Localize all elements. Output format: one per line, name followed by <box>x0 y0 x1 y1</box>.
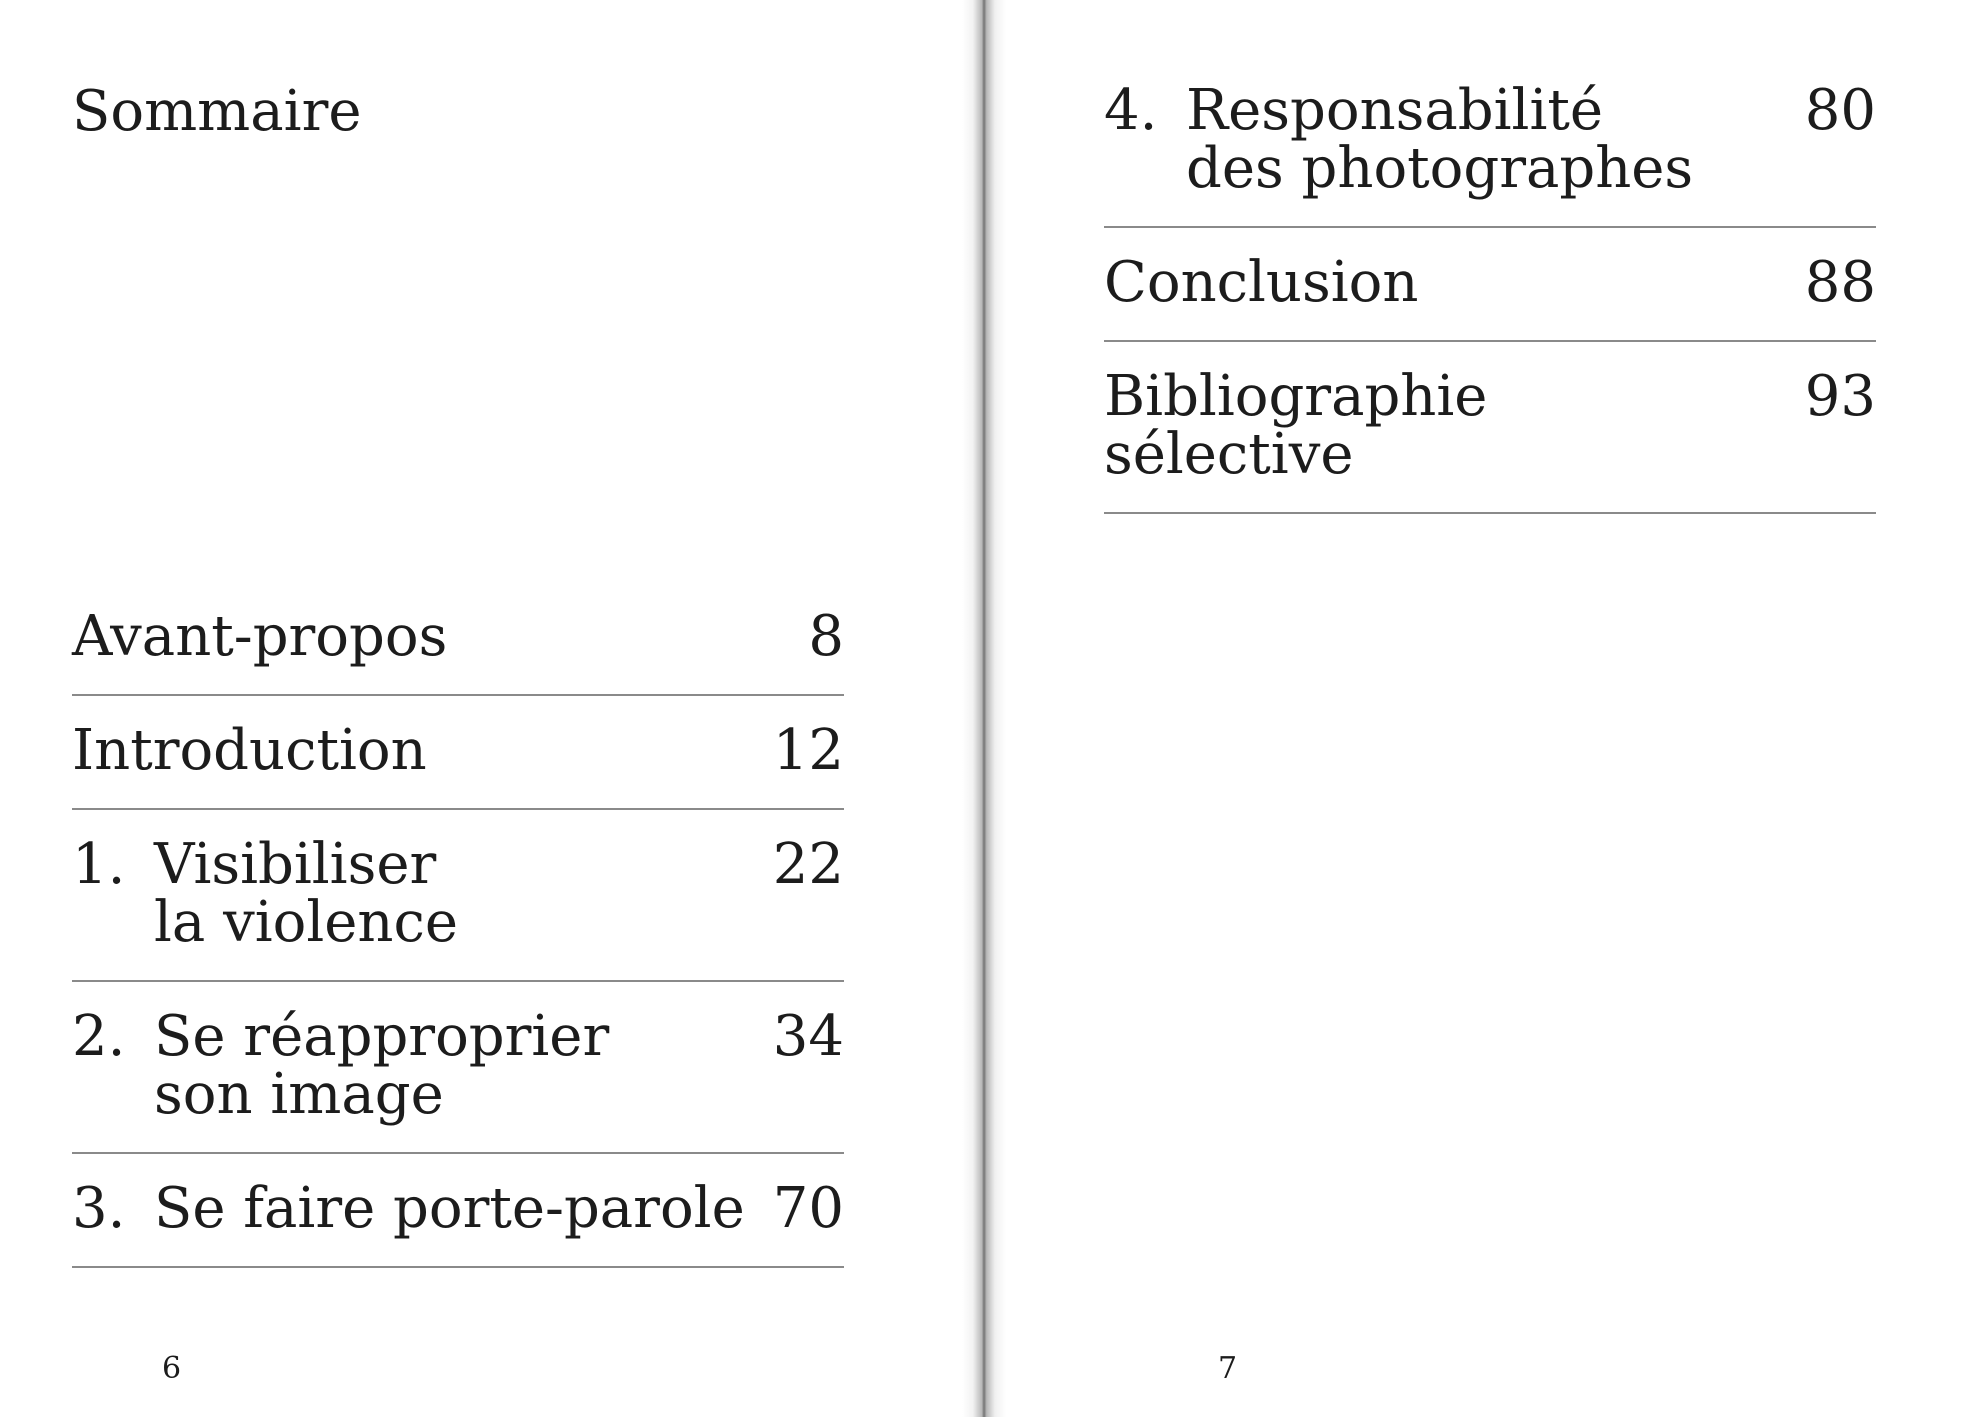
toc-entry-number: 3. <box>72 1176 126 1241</box>
toc-entry-page: 34 <box>772 1004 844 1069</box>
toc-entry-label: Se faire porte-parole <box>154 1176 745 1241</box>
toc-entry-chapter-4[interactable] <box>1104 78 1876 228</box>
toc-entry-label: Bibliographie sélective <box>1104 364 1488 487</box>
toc-entry-chapter-3[interactable] <box>72 1176 844 1268</box>
toc-entry-label: Se réapproprier son image <box>154 1004 610 1127</box>
left-page <box>0 0 982 1417</box>
toc-entry-number: 2. <box>72 1004 126 1069</box>
toc-entry-page: 80 <box>1804 78 1876 143</box>
toc-entry-page: 88 <box>1804 250 1876 315</box>
toc-entry-label: Introduction <box>72 718 427 783</box>
page-title: Sommaire <box>72 79 362 144</box>
toc-entry-conclusion[interactable] <box>1104 250 1876 342</box>
toc-entry-label: Avant-propos <box>72 604 448 669</box>
right-page <box>982 0 1968 1417</box>
toc-entry-bibliographie[interactable] <box>1104 364 1876 514</box>
toc-entry-label: Responsabilité des photographes <box>1186 78 1694 201</box>
folio-left: 6 <box>162 1351 182 1386</box>
toc-entry-number: 1. <box>72 832 126 897</box>
toc-entry-page: 12 <box>772 718 844 783</box>
toc-entry-page: 93 <box>1804 364 1876 429</box>
toc-entry-label: Conclusion <box>1104 250 1419 315</box>
toc-entry-chapter-1[interactable] <box>72 832 844 982</box>
toc-entry-label: Visibiliser la violence <box>154 832 458 955</box>
toc-entry-introduction[interactable] <box>72 718 844 810</box>
table-of-contents-left <box>72 604 844 1294</box>
toc-entry-page: 8 <box>808 604 844 669</box>
folio-right: 7 <box>1218 1351 1238 1386</box>
toc-entry-avant-propos[interactable] <box>72 604 844 696</box>
toc-entry-page: 70 <box>772 1176 844 1241</box>
toc-entry-chapter-2[interactable] <box>72 1004 844 1154</box>
toc-entry-number: 4. <box>1104 78 1158 143</box>
table-of-contents-right <box>1104 78 1876 540</box>
toc-entry-page: 22 <box>772 832 844 897</box>
